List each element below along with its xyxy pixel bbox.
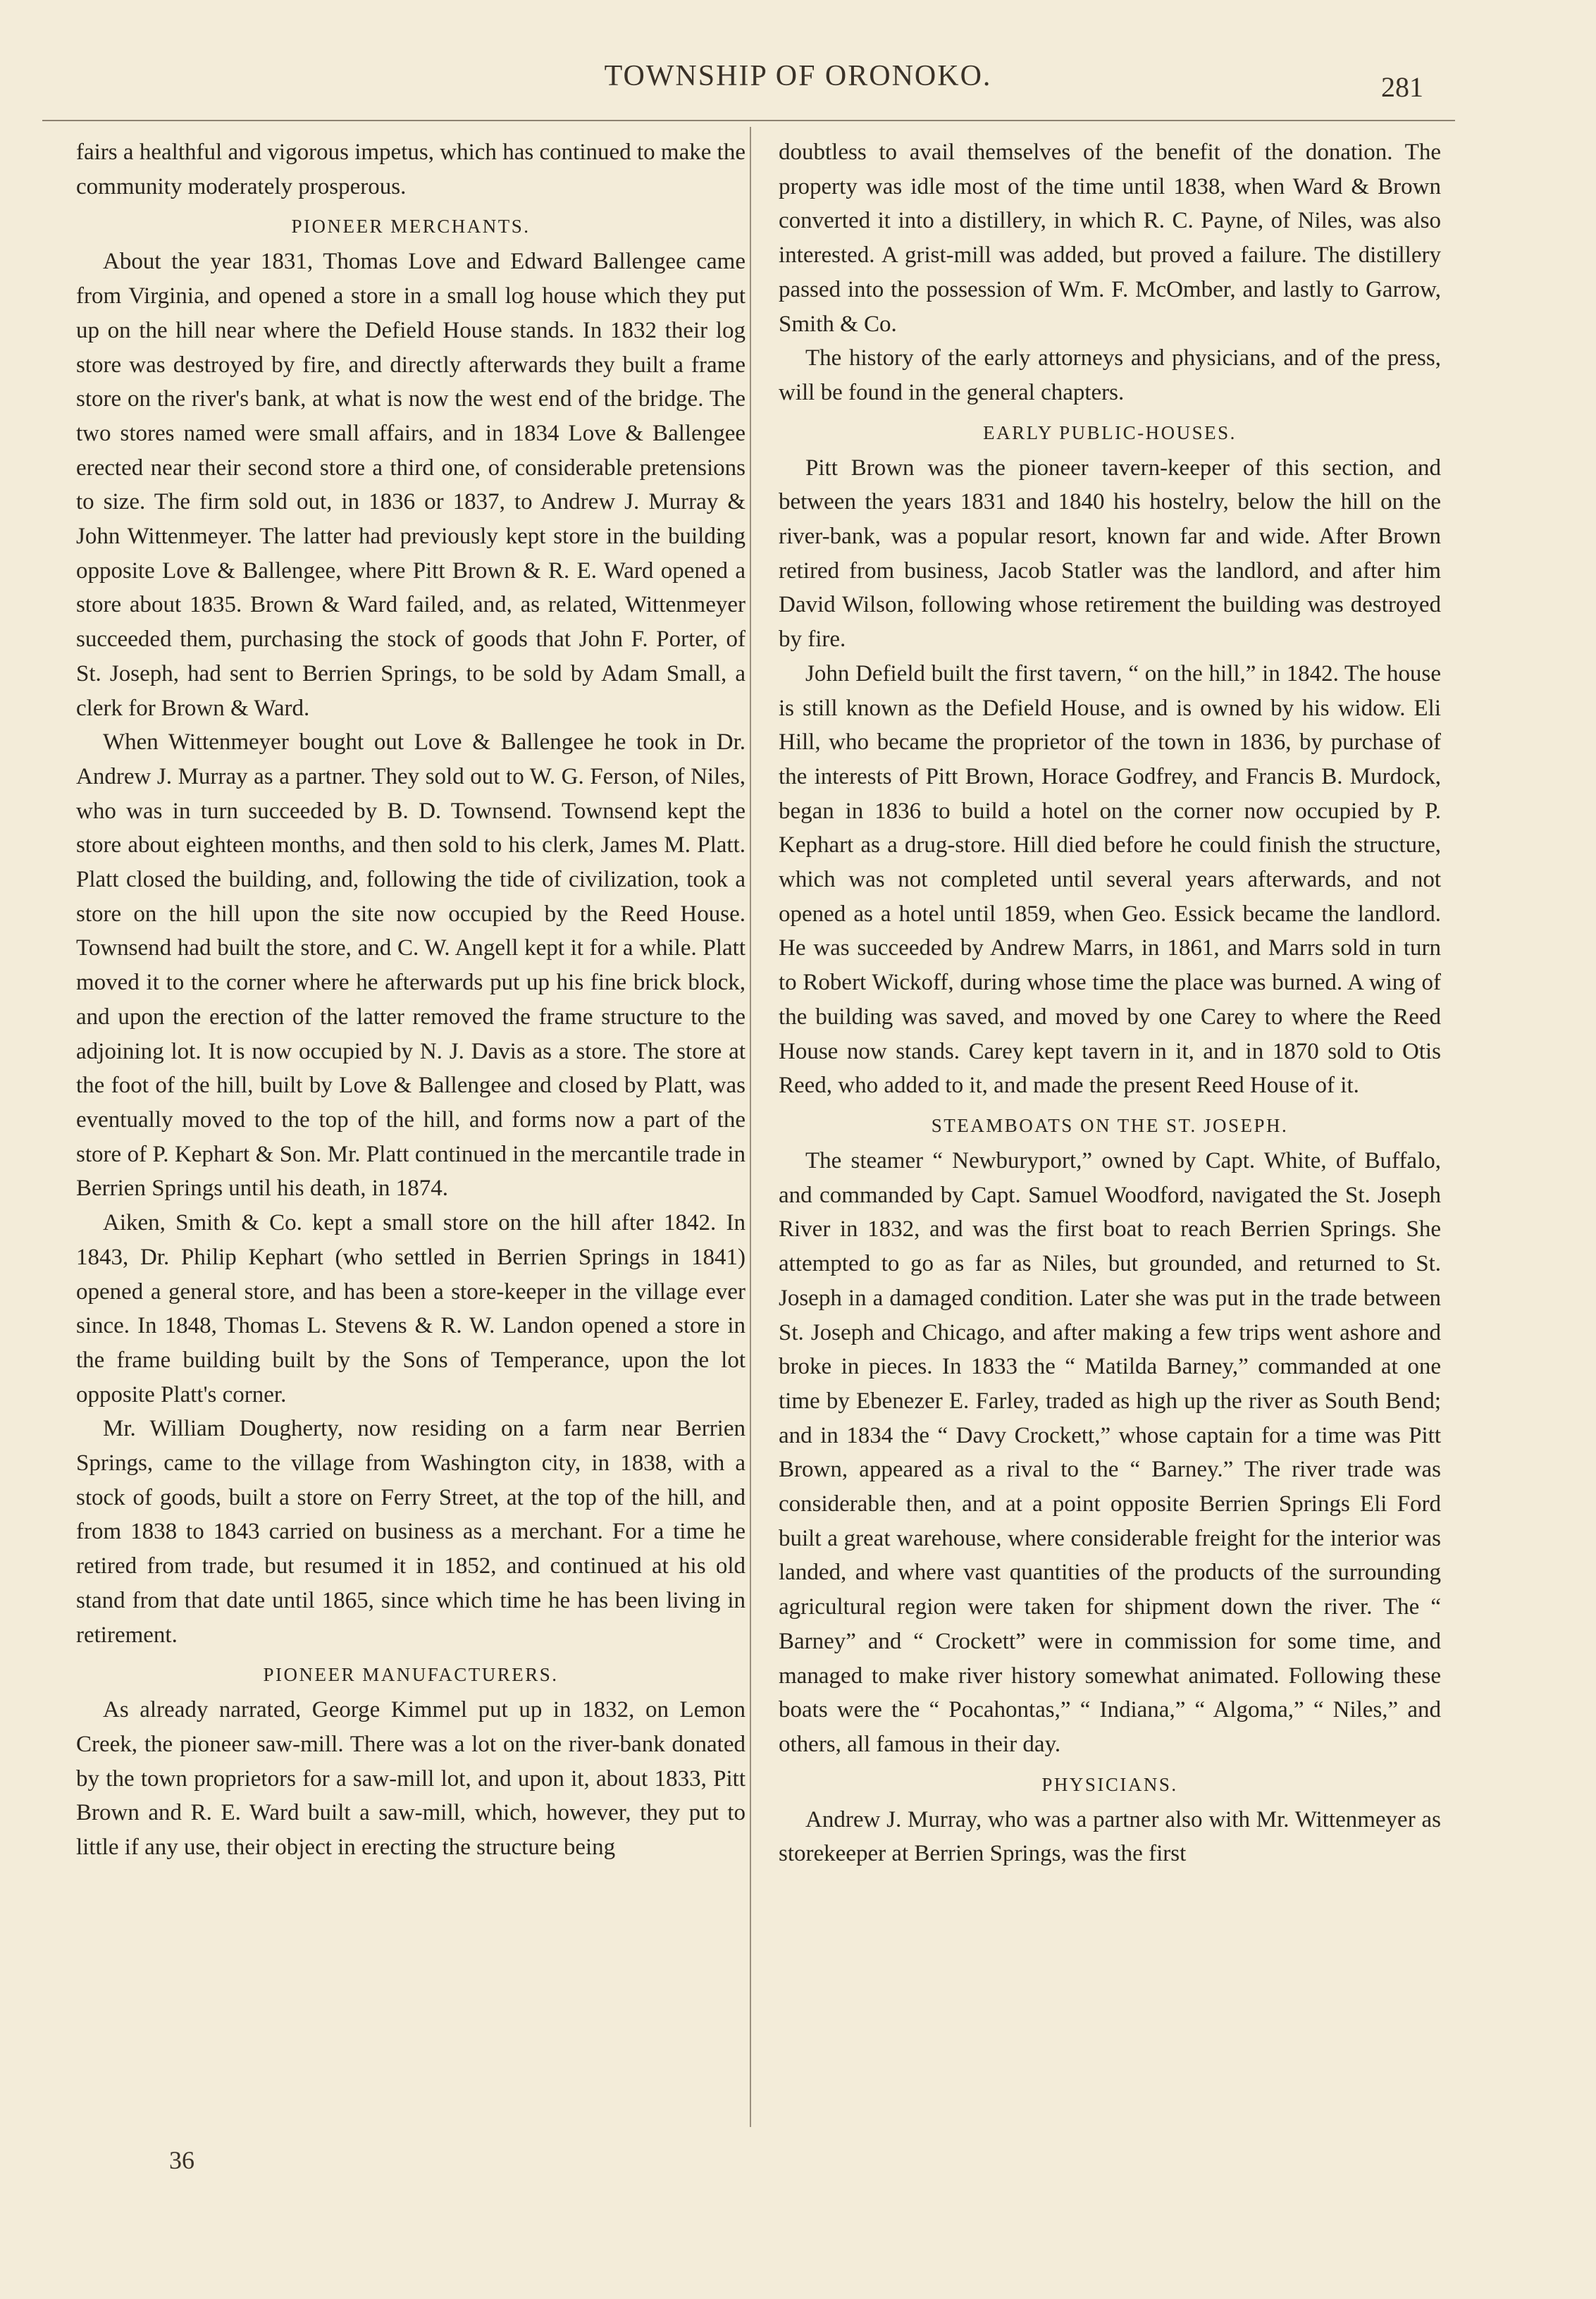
paragraph: The history of the early attorneys and physicians, and of the press, will be found in the general chapters. — [779, 345, 1441, 405]
section-heading-pioneer-merchants: PIONEER MERCHANTS. — [291, 216, 531, 238]
section-heading-steamboats: STEAMBOATS ON THE ST. JOSEPH. — [931, 1114, 1289, 1136]
paragraph: Aiken, Smith & Co. kept a small store on the hill after 1842. In 1843, Dr. Philip Kephart (who settled in Berrien Springs in 1841) opened a general store, and has been a store-keeper in the village ever since. In 1848, Thomas L. Stevens & R. W. Landon opened a store in the frame building built by the Sons of Temperance, upon the lot opposite Platt's corner. — [76, 1210, 746, 1407]
running-title: TOWNSHIP OF ORONOKO. — [604, 60, 992, 92]
column-divider — [750, 127, 751, 2127]
paragraph: fairs a healthful and vigorous impetus, which has continued to make the community moderately prosperous. — [76, 140, 746, 199]
paragraph: The steamer “ Newburyport,” owned by Capt. White, of Buffalo, and commanded by Capt. Samuel Woodford, navigated the St. Joseph River in 1832, and was the first boat to reach Berrien Springs. She attempted to go as far as Niles, but grounded, and returned to St. Joseph in a damaged condition. Later she was put in the trade between St. Joseph and Chicago, and after making a few trips went ashore and broke in pieces. In 1833 the “ Matilda Barney,” commanded at one time by Ebenezer E. Farley, traded as high up the river as South Bend; and in 1834 the “ Davy Crockett,” whose captain for a time was Pitt Brown, appeared as a rival to the “ Barney.” The river trade was considerable then, and at a point opposite Berrien Springs Eli Ford built a great warehouse, where considerable freight for the interior was landed, and where vast quantities of the products of the surrounding agricultural region were taken for shipment down the river. The “ Barney” and “ Crockett” were in commission for some time, and managed to make river history somewhat animated. Following these boats were the “ Pocahontas,” “ Indiana,” “ Algoma,” “ Niles,” and others, all famous in their day. — [779, 1147, 1441, 1757]
section-heading-physicians: PHYSICIANS. — [1041, 1773, 1178, 1795]
right-column — [779, 135, 1441, 1871]
paragraph: Andrew J. Murray, who was a partner also with Mr. Wittenmeyer as storekeeper at Berrien Springs, was the first — [779, 1806, 1441, 1867]
paragraph: Mr. William Dougherty, now residing on a farm near Berrien Springs, came to the village from Washington city, in 1838, with a stock of goods, built a store on Ferry Street, at the top of the hill, and from 1838 to 1843 carried on business as a merchant. For a time he retired from trade, but resumed it in 1852, and continued at his old stand from that date until 1865, since which time he has been living in retirement. — [76, 1416, 746, 1648]
page-number: 281 — [1381, 71, 1423, 103]
paragraph: Pitt Brown was the pioneer tavern-keeper of this section, and between the years 1831 and 1840 his hostelry, below the hill on the river-bank, was a popular resort, known far and wide. After Brown retired from business, Jacob Statler was the landlord, and after him David Wilson, following whose retirement the building was destroyed by fire. — [779, 455, 1441, 653]
paragraph: doubtless to avail themselves of the benefit of the donation. The property was idle most of the time until 1838, when Ward & Brown converted it into a distillery, in which R. C. Payne, of Niles, was also interested. A grist-mill was added, but proved a failure. The distillery passed into the possession of Wm. F. McOmber, and lastly to Garrow, Smith & Co. — [779, 140, 1441, 337]
paragraph: About the year 1831, Thomas Love and Edward Ballengee came from Virginia, and opened a store in a small log house which they put up on the hill near where the Defield House stands. In 1832 their log store was destroyed by fire, and directly afterwards they built a frame store on the river's bank, at what is now the west end of the bridge. The two stores named were small affairs, and in 1834 Love & Ballengee erected near their second store a third one, of considerable pretensions to size. The firm sold out, in 1836 or 1837, to Andrew J. Murray & John Wittenmeyer. The latter had previously kept store in the building opposite Love & Ballengee, where Pitt Brown & R. E. Ward opened a store about 1835. Brown & Ward failed, and, as related, Wittenmeyer succeeded them, purchasing the stock of goods that John F. Porter, of St. Joseph, had sent to Berrien Springs, to be sold by Adam Small, a clerk for Brown & Ward. — [76, 249, 746, 721]
section-heading-early-public-houses: EARLY PUBLIC-HOUSES. — [983, 421, 1237, 443]
signature-mark: 36 — [169, 2146, 194, 2174]
left-column — [76, 135, 746, 1865]
paragraph: John Defield built the first tavern, “ on the hill,” in 1842. The house is still known as the Defield House, and is owned by his widow. Eli Hill, who became the proprietor of the town in 1836, by purchase of the interests of Pitt Brown, Horace Godfrey, and Francis B. Murdock, began in 1836 to build a hotel on the corner now occupied by P. Kephart as a drug-store. Hill died before he could finish the structure, which was not completed until several years afterwards, and not opened as a hotel until 1859, when Geo. Essick became the landlord. He was succeeded by Andrew Marrs, in 1861, and Marrs sold in turn to Robert Wickoff, during whose time the place was burned. A wing of the building was saved, and moved by one Carey to where the Reed House now stands. Carey kept tavern in it, and in 1870 sold to Otis Reed, who added to it, and made the present Reed House of it. — [779, 660, 1441, 1099]
header-rule — [42, 120, 1455, 121]
section-heading-pioneer-manufacturers: PIONEER MANUFACTURERS. — [263, 1664, 559, 1686]
paragraph: As already narrated, George Kimmel put up in 1832, on Lemon Creek, the pioneer saw-mill. There was a lot on the river-bank donated by the town proprietors for a saw-mill lot, and upon it, about 1833, Pitt Brown and R. E. Ward built a saw-mill, which, however, they put to little if any use, their object in erecting the structure being — [76, 1697, 746, 1861]
paragraph: When Wittenmeyer bought out Love & Ballengee he took in Dr. Andrew J. Murray as a partner. They sold out to W. G. Ferson, of Niles, who was in turn succeeded by B. D. Townsend. Townsend kept the store about eighteen months, and then sold to his clerk, James M. Platt. Platt closed the building, and, following the tide of civilization, took a store on the hill upon the site now occupied by the Reed House. Townsend had built the store, and C. W. Angell kept it for a while. Platt moved it to the corner where he afterwards put up his fine brick block, and upon the erection of the latter removed the frame structure to the adjoining lot. It is now occupied by N. J. Davis as a store. The store at the foot of the hill, built by Love & Ballengee and closed by Platt, was eventually moved to the top of the hill, and forms now a part of the store of P. Kephart & Son. Mr. Platt continued in the mercantile trade in Berrien Springs until his death, in 1874. — [76, 729, 746, 1202]
